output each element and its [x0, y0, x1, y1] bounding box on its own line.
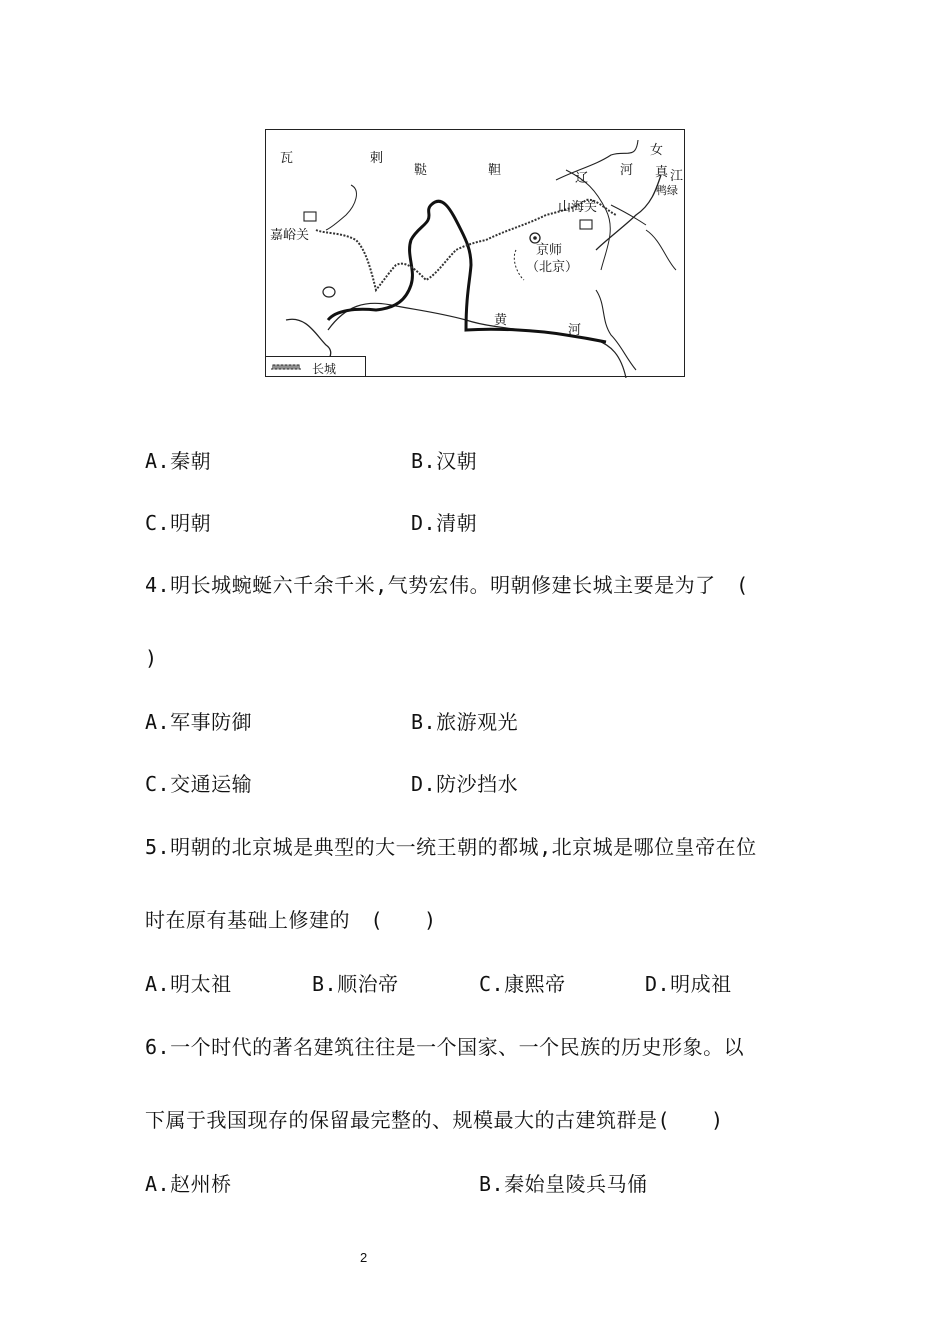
q5-option-c: C.康熙帝 [479, 972, 566, 996]
map-label-nv: 女 [650, 143, 664, 158]
page-number: 2 [360, 1250, 368, 1265]
q4-stem-line2: ) [145, 646, 158, 670]
map-label-jiang: 江 [670, 169, 684, 184]
map-label-huang: 黄 [494, 313, 508, 328]
map-label-he: 河 [568, 323, 582, 338]
map-label-yalu: 鸭绿 [656, 184, 678, 197]
map-label-jiayuguan: 嘉峪关 [270, 228, 310, 243]
q4-stem-line1: 4.明长城蜿蜒六千余千米,气势宏伟。明朝修建长城主要是为了 ( [145, 573, 749, 597]
map-label-beijing: （北京） [526, 260, 579, 275]
great-wall-legend-icon [270, 361, 310, 373]
q5-stem-line2: 时在原有基础上修建的 ( ) [145, 908, 437, 932]
map-label-jingshi: 京师 [536, 243, 563, 258]
q4-option-b: B.旅游观光 [411, 710, 519, 734]
map-legend [266, 356, 366, 376]
q3-option-c: C.明朝 [145, 511, 212, 535]
q5-stem-line1: 5.明朝的北京城是典型的大一统王朝的都城,北京城是哪位皇帝在位 [145, 835, 757, 859]
map-label-la: 剌 [370, 151, 384, 166]
map-label-zhen: 真 [655, 165, 669, 180]
map-label-river-liao: 河 [620, 163, 634, 178]
q3-option-d: D.清朝 [411, 511, 478, 535]
q4-option-a: A.军事防御 [145, 710, 253, 734]
q5-option-d: D.明成祖 [645, 972, 732, 996]
q3-option-a: A.秦朝 [145, 449, 212, 473]
q5-option-b: B.顺治帝 [312, 972, 399, 996]
map-label-dan: 靼 [488, 163, 502, 178]
q4-option-d: D.防沙挡水 [411, 772, 519, 796]
map-label-liao: 辽 [575, 171, 589, 186]
map-label-shanhaiguan: 山海关 [558, 200, 598, 215]
q4-option-c: C.交通运输 [145, 772, 253, 796]
map-label-wala: 瓦 [280, 151, 294, 166]
ming-dynasty-map [265, 129, 685, 377]
q6-option-a: A.赵州桥 [145, 1172, 232, 1196]
q5-option-a: A.明太祖 [145, 972, 232, 996]
q3-option-b: B.汉朝 [411, 449, 478, 473]
q6-stem-line1: 6.一个时代的著名建筑往往是一个国家、一个民族的历史形象。以 [145, 1035, 745, 1059]
q6-stem-line2: 下属于我国现存的保留最完整的、规模最大的古建筑群是( ) [145, 1108, 724, 1132]
map-label-da: 鞑 [414, 163, 428, 178]
q6-option-b: B.秦始皇陵兵马俑 [479, 1172, 648, 1196]
legend-label: 长城 [312, 362, 337, 376]
